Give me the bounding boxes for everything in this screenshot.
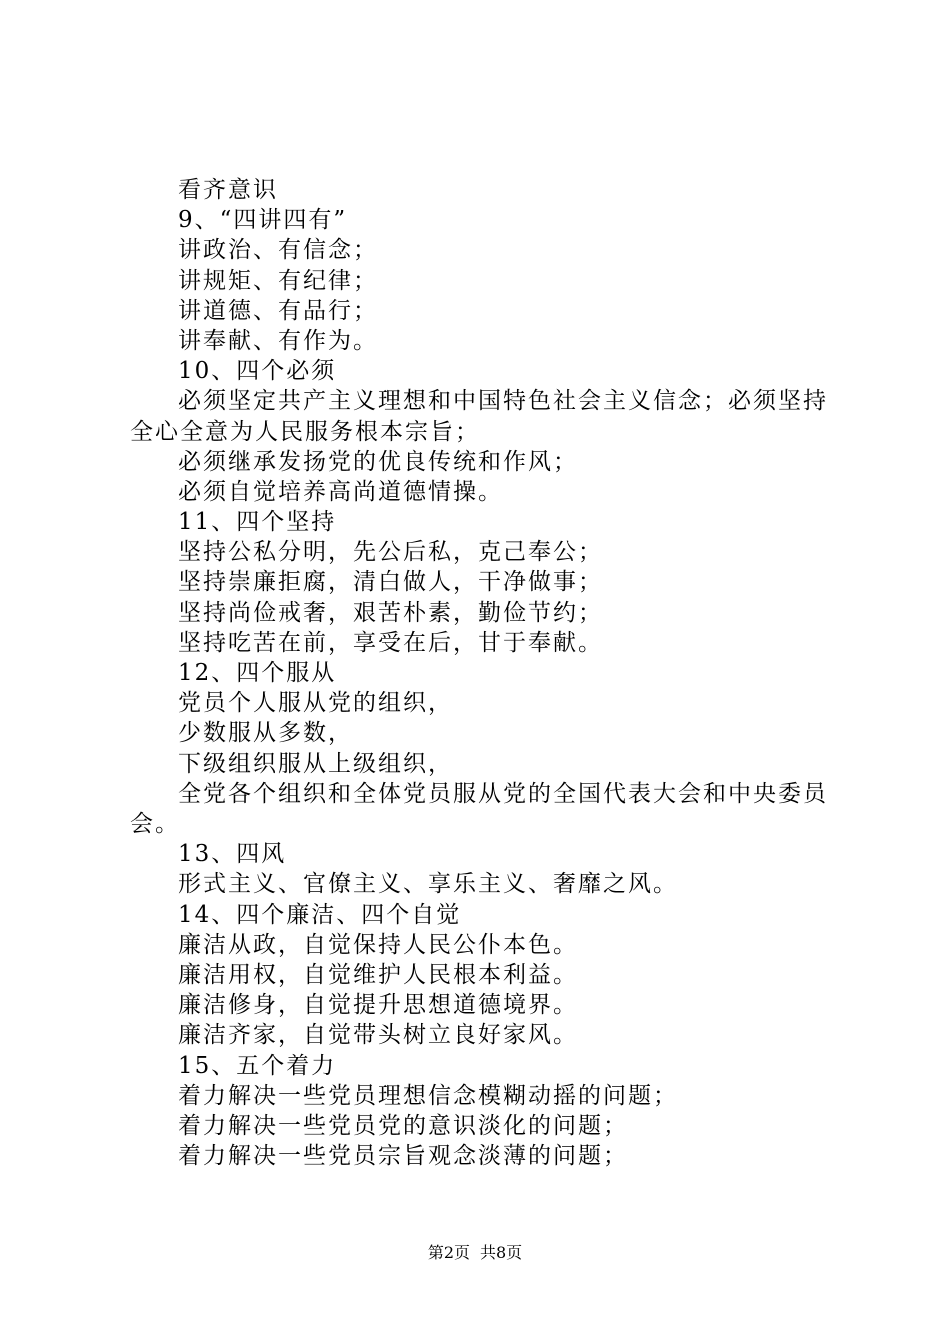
text-line: 坚持吃苦在前，享受在后，甘于奉献。 — [178, 629, 603, 656]
text-line: 廉洁从政，自觉保持人民公仆本色。 — [178, 931, 578, 958]
section-heading: 11、四个坚持 — [178, 509, 337, 536]
text-line: 讲奉献、有作为。 — [178, 327, 378, 354]
page-footer — [0, 1243, 950, 1263]
text-line: 坚持崇廉拒腐，清白做人，干净做事； — [178, 569, 603, 596]
section-heading: 10、四个必须 — [178, 358, 337, 385]
text-line: 着力解决一些党员党的意识淡化的问题； — [178, 1112, 628, 1139]
text-line: 着力解决一些党员宗旨观念淡薄的问题； — [178, 1143, 628, 1170]
text-line: 形式主义、官僚主义、享乐主义、奢靡之风。 — [178, 871, 678, 898]
text-line: 讲规矩、有纪律； — [178, 267, 378, 294]
text-line: 讲政治、有信念； — [178, 237, 378, 264]
paragraph: 必须坚定共产主义理想和中国特色社会主义信念；必须坚持全心全意为人民服务根本宗旨； — [130, 388, 828, 445]
section-heading: 14、四个廉洁、四个自觉 — [178, 901, 462, 928]
section-heading: 9、“四讲四有” — [178, 207, 348, 234]
text-line: 讲道德、有品行； — [178, 297, 378, 324]
section-heading: 15、五个着力 — [178, 1052, 337, 1079]
page-number: 第2页 — [427, 1243, 470, 1262]
text-line: 廉洁修身，自觉提升思想道德境界。 — [178, 992, 578, 1019]
text-line: 少数服从多数， — [178, 720, 353, 747]
text-line: 看齐意识 — [178, 177, 278, 203]
document-body — [130, 175, 840, 1171]
text-line: 下级组织服从上级组织， — [178, 750, 453, 777]
text-line: 廉洁齐家，自觉带头树立良好家风。 — [178, 1022, 578, 1049]
text-line: 必须继承发扬党的优良传统和作风； — [178, 448, 578, 475]
section-heading: 12、四个服从 — [178, 660, 337, 687]
text-line: 着力解决一些党员理想信念模糊动摇的问题； — [178, 1082, 678, 1109]
text-line: 坚持公私分明，先公后私，克己奉公； — [178, 539, 603, 566]
text-line: 党员个人服从党的组织， — [178, 690, 453, 717]
section-heading: 13、四风 — [178, 841, 287, 868]
text-line: 廉洁用权，自觉维护人民根本利益。 — [178, 961, 578, 988]
text-line: 坚持尚俭戒奢，艰苦朴素，勤俭节约； — [178, 599, 603, 626]
paragraph: 全党各个组织和全体党员服从党的全国代表大会和中央委员会。 — [130, 780, 828, 837]
page-total: 共8页 — [480, 1243, 523, 1262]
text-line: 必须自觉培养高尚道德情操。 — [178, 478, 503, 505]
